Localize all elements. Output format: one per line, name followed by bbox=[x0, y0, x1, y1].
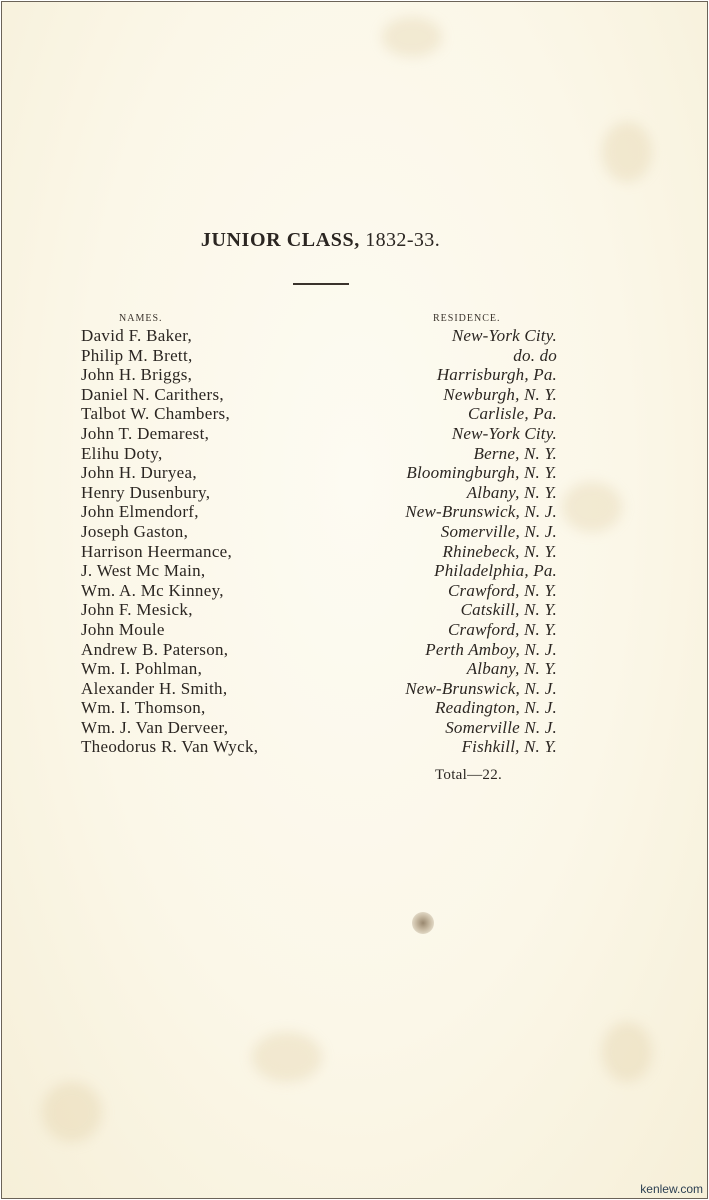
student-name: John T. Demarest, bbox=[81, 423, 210, 443]
student-name: Wm. A. Mc Kinney, bbox=[81, 580, 224, 600]
paper-spot bbox=[602, 1022, 652, 1082]
names-column-header: NAMES. bbox=[119, 313, 163, 324]
student-row bbox=[81, 404, 557, 424]
student-name: Talbot W. Chambers, bbox=[81, 404, 230, 424]
student-name: John F. Mesick, bbox=[81, 600, 193, 620]
watermark-text: kenlew.com bbox=[640, 1182, 703, 1196]
student-residence: Carlisle, Pa. bbox=[467, 404, 557, 424]
student-row bbox=[81, 502, 557, 522]
student-row bbox=[81, 581, 557, 601]
student-row bbox=[81, 463, 557, 483]
student-name: John Elmendorf, bbox=[81, 502, 199, 522]
student-residence: Newburgh, N. Y. bbox=[443, 384, 557, 404]
student-residence: do. do bbox=[513, 345, 557, 365]
student-row bbox=[81, 365, 557, 385]
student-name: Alexander H. Smith, bbox=[81, 678, 228, 698]
paper-spot bbox=[602, 122, 652, 182]
student-name: Henry Dusenbury, bbox=[81, 482, 211, 502]
student-name: Theodorus R. Van Wyck, bbox=[81, 737, 259, 757]
paper-spot bbox=[252, 1032, 322, 1082]
student-residence: Rhinebeck, N. Y. bbox=[442, 541, 557, 561]
student-name: Wm. I. Thomson, bbox=[81, 698, 206, 718]
student-name: John H. Duryea, bbox=[81, 463, 197, 483]
student-row bbox=[81, 659, 557, 679]
student-residence: Philadelphia, Pa. bbox=[434, 561, 557, 581]
student-name: John H. Briggs, bbox=[81, 365, 193, 385]
student-residence: Catskill, N. Y. bbox=[460, 600, 557, 620]
student-residence: Bloomingburgh, N. Y. bbox=[406, 463, 557, 483]
student-residence: Crawford, N. Y. bbox=[448, 580, 557, 600]
student-residence: Somerville N. J. bbox=[445, 717, 557, 737]
student-residence: New-York City. bbox=[451, 423, 557, 443]
student-row bbox=[81, 640, 557, 660]
book-page bbox=[1, 1, 708, 1199]
student-row bbox=[81, 385, 557, 405]
student-row bbox=[81, 679, 557, 699]
page-title bbox=[2, 229, 639, 252]
student-name: Wm. J. Van Derveer, bbox=[81, 717, 229, 737]
student-row bbox=[81, 542, 557, 562]
student-residence: Fishkill, N. Y. bbox=[461, 737, 557, 757]
student-name: David F. Baker, bbox=[81, 326, 193, 345]
student-row bbox=[81, 346, 557, 366]
student-residence: New-Brunswick, N. J. bbox=[405, 502, 557, 522]
student-row bbox=[81, 737, 557, 757]
student-row bbox=[81, 561, 557, 581]
student-name: John Moule bbox=[81, 619, 165, 639]
paper-spot bbox=[42, 1082, 102, 1142]
paper-spot bbox=[562, 482, 622, 532]
student-name: Elihu Doty, bbox=[81, 443, 163, 463]
student-row bbox=[81, 718, 557, 738]
student-row bbox=[81, 424, 557, 444]
student-residence: Somerville, N. J. bbox=[440, 521, 557, 541]
paper-spot bbox=[382, 17, 442, 57]
student-name: J. West Mc Main, bbox=[81, 561, 206, 581]
residence-column-header: RESIDENCE. bbox=[433, 313, 501, 324]
total-count: Total—22. bbox=[435, 767, 503, 783]
student-row bbox=[81, 620, 557, 640]
student-residence: Readington, N. J. bbox=[435, 698, 557, 718]
student-residence: Perth Amboy, N. J. bbox=[425, 639, 557, 659]
student-residence: Albany, N. Y. bbox=[466, 482, 557, 502]
student-name: Philip M. Brett, bbox=[81, 345, 193, 365]
student-row bbox=[81, 522, 557, 542]
student-name: Andrew B. Paterson, bbox=[81, 639, 229, 659]
student-name: Harrison Heermance, bbox=[81, 541, 233, 561]
student-residence: Albany, N. Y. bbox=[466, 659, 557, 679]
student-name: Joseph Gaston, bbox=[81, 521, 189, 541]
student-name: Daniel N. Carithers, bbox=[81, 384, 224, 404]
student-residence: New-Brunswick, N. J. bbox=[405, 678, 557, 698]
student-row bbox=[81, 600, 557, 620]
ink-stain bbox=[412, 912, 434, 934]
student-residence: New-York City. bbox=[451, 326, 557, 345]
student-residence: Crawford, N. Y. bbox=[448, 619, 557, 639]
title-class: JUNIOR CLASS, bbox=[200, 229, 360, 251]
title-rule bbox=[293, 283, 349, 285]
student-row bbox=[81, 444, 557, 464]
student-row bbox=[81, 483, 557, 503]
student-list bbox=[81, 326, 557, 757]
student-residence: Harrisburgh, Pa. bbox=[436, 365, 557, 385]
student-row bbox=[81, 698, 557, 718]
student-row bbox=[81, 326, 557, 346]
title-years: 1832-33. bbox=[365, 229, 441, 251]
student-name: Wm. I. Pohlman, bbox=[81, 659, 203, 679]
student-residence: Berne, N. Y. bbox=[473, 443, 557, 463]
